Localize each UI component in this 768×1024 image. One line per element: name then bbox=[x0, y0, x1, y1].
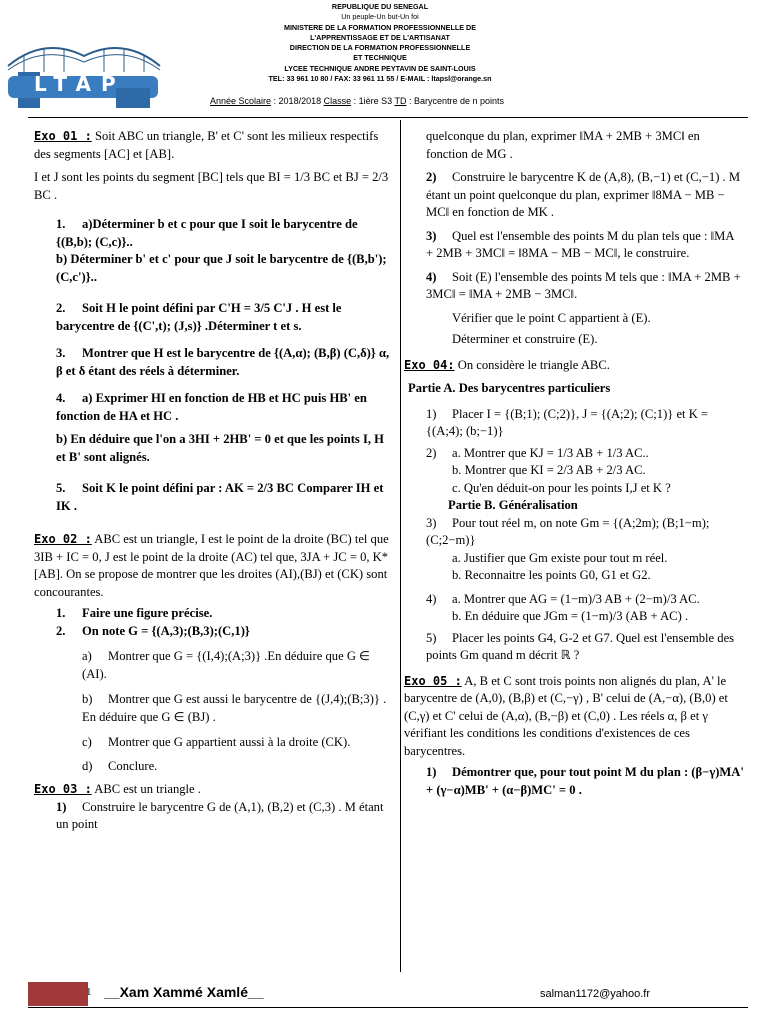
header-line: L'APPRENTISSAGE ET DE L'ARTISANAT bbox=[310, 32, 450, 42]
ex4-4b: b. En déduire que JGm = (1−m)/3 (AB + AC) . bbox=[452, 609, 689, 623]
ex4-2a: a. Montrer que KJ = 1/3 AB + 1/3 AC.. bbox=[452, 445, 649, 460]
ex4-3b: b. Reconnaitre les points G0, G1 et G2. bbox=[452, 568, 651, 582]
page-number: 1 bbox=[86, 986, 92, 998]
q1a-item: 1. a)Déterminer b et c pour que I soit le barycentre de {(B,b); (C,c)}.. bbox=[56, 217, 358, 249]
header-line: MINISTERE DE LA FORMATION PROFESSIONNELLE DE bbox=[283, 22, 477, 32]
ex4-intro-par bbox=[404, 357, 744, 375]
ex5-intro-par bbox=[404, 673, 744, 761]
q5-item: 5. Soit K le point défini par : AK = 2/3 BC Comparer IH et IK . bbox=[56, 481, 384, 513]
ex2-l2: On note G = {(A,3);(B,3);(C,1)} bbox=[82, 623, 250, 638]
ex5-title: Exo 05 : bbox=[404, 673, 462, 688]
ex3-title: Exo 03 : bbox=[34, 782, 92, 796]
ex3-intro-par bbox=[34, 781, 392, 799]
ex2-title: Exo 02 : bbox=[34, 532, 92, 546]
ex5-1-item: 1) Démontrer que, pour tout point M du plan : (β−γ)MA' + (γ−α)MB' + (α−β)MC' = 0 . bbox=[426, 765, 744, 797]
ex5-intro: A, B et C sont trois points non alignés du plan, A' le barycentre de (A,0), (B,β) et (C,−γ) , B' celui de (A,−α), (B,0) et (C,γ) et C' celui de (A,α), (B,−β) et (C,0) . Les réels α, β et γ vérifiant les conditions les conditions d'existences de ces barycentres. bbox=[404, 673, 728, 758]
ex4-intro: On considère le triangle ABC. bbox=[454, 357, 610, 372]
right-column bbox=[404, 128, 744, 799]
class-label: Classe bbox=[323, 96, 352, 106]
ex4-3-item: 3) Pour tout réel m, on note Gm = {(A;2m); (B;1−m); (C;2−m)} bbox=[426, 515, 710, 547]
footer-page-tab bbox=[28, 982, 88, 1006]
ex2-l2-item: 2. On note G = {(A,3);(B,3);(C,1)} bbox=[56, 623, 250, 638]
ex1-intro-par bbox=[34, 128, 392, 163]
ex2-l1-item: 1. Faire une figure précise. bbox=[56, 606, 213, 620]
header-line: REPUBLIQUE DU SENEGAL bbox=[331, 2, 429, 11]
q5: Soit K le point défini par : AK = 2/3 BC Comparer IH et IK . bbox=[56, 481, 384, 513]
ex3-3: Quel est l'ensemble des points M du plan tels que : ‖MA + 2MB + 3MC‖ = ‖8MA − MB − MC‖, le construire. bbox=[426, 228, 734, 260]
ex1-intro: Soit ABC un triangle, B' et C' sont les milieux respectifs des segments [AC] et [AB]. bbox=[34, 129, 379, 161]
ex2-a: Montrer que G = {(I,4);(A;3)} .En déduire que G ∈ (AI). bbox=[82, 649, 371, 681]
ex4-5-item: 5) Placer les points G4, G-2 et G7. Quel est l'ensemble des points Gm quand m décrit ℝ ? bbox=[426, 630, 735, 662]
ex4-1-item: 1) Placer I = {(B;1); (C;2)}, J = {(A;2); (C;1)} et K = {(A;4); (b;−1)} bbox=[426, 406, 709, 438]
ex3-1-item: 1) Construire le barycentre G de (A,1), (B,2) et (C,3) . M étant un point bbox=[56, 799, 384, 831]
logo-text: LTAP bbox=[34, 72, 126, 96]
footer-author: __Xam Xammé Xamlé__ bbox=[104, 984, 264, 1000]
ex4-3: Pour tout réel m, on note Gm = {(A;2m); (B;1−m); (C;2−m)} bbox=[426, 515, 710, 547]
ex4-partA: Partie A. Des barycentres particuliers bbox=[408, 381, 611, 395]
ex4-4a: a. Montrer que AG = (1−m)/3 AB + (2−m)/3 AC. bbox=[452, 591, 700, 606]
ex2-d: Conclure. bbox=[108, 758, 158, 773]
q4a-item: 4. a) Exprimer HI en fonction de HB et HC puis HB' en fonction de HA et HC . bbox=[56, 391, 367, 423]
ex4-1: Placer I = {(B;1); (C;2)}, J = {(A;2); (C;1)} et K = {(A;4); (b;−1)} bbox=[426, 406, 709, 438]
ex4-2b: b. Montrer que KI = 2/3 AB + 2/3 AC. bbox=[452, 463, 646, 477]
ex1-title: Exo 01 : bbox=[34, 129, 92, 143]
ex3-4c: Déterminer et construire (E). bbox=[452, 332, 598, 346]
header-line: DIRECTION DE LA FORMATION PROFESSIONNELLE bbox=[289, 43, 471, 53]
header-line: LYCEE TECHNIQUE ANDRE PEYTAVIN DE SAINT-LOUIS bbox=[284, 63, 476, 73]
ex4-2c: c. Qu'en déduit-on pour les points I,J et K ? bbox=[452, 480, 671, 495]
td-label: TD bbox=[394, 96, 407, 106]
ex1-ij: I et J sont les points du segment [BC] tels que BI = 1/3 BC et BJ = 2/3 BC . bbox=[34, 170, 389, 202]
ex4-3a: a. Justifier que Gm existe pour tout m réel. bbox=[452, 550, 668, 565]
q3-item: 3. Montrer que H est le barycentre de {(A,α); (B,β) (C,δ)} α, β et δ étant des réels à déterminer. bbox=[56, 346, 390, 378]
footer-email: salman1172@yahoo.fr bbox=[540, 988, 651, 1000]
ex3-3-item: 3) Quel est l'ensemble des points M du plan tels que : ‖MA + 2MB + 3MC‖ = ‖8MA − MB − MC‖, le construire. bbox=[426, 228, 734, 260]
ex2-c: Montrer que G appartient aussi à la droite (CK). bbox=[108, 735, 351, 749]
ex3-2: Construire le barycentre K de (A,8), (B,−1) et (C,−1) . M étant un point quelconque du plan, exprimer ‖8MA − MB − MC‖ en fonction de MK . bbox=[426, 170, 741, 219]
ex4-title: Exo 04: bbox=[404, 357, 455, 372]
header-separator bbox=[28, 117, 748, 118]
q1b: b) Déterminer b' et c' pour que J soit le barycentre de {(B,b'); (C,c')}.. bbox=[56, 252, 387, 284]
q3: Montrer que H est le barycentre de {(A,α); (B,β) (C,δ)} α, β et δ étant des réels à déterminer. bbox=[56, 346, 390, 378]
ex3-4: Soit (E) l'ensemble des points M tels que : ‖MA + 2MB + 3MC‖ = ‖MA + 2MB − 3MC‖. bbox=[426, 269, 741, 301]
td-value: : Barycentre de n points bbox=[406, 96, 505, 106]
ex2-c-item: c) Montrer que G appartient aussi à la droite (CK). bbox=[82, 735, 351, 749]
class-value: : 1ière S3 bbox=[351, 96, 395, 106]
q1a: a)Déterminer b et c pour que I soit le barycentre de {(B,b); (C,c)}.. bbox=[56, 217, 358, 249]
class-info-line bbox=[210, 96, 580, 106]
ex2-b-item: b) Montrer que G est aussi le barycentre de {(J,4);(B;3)} . En déduire que G ∈ (BJ) . bbox=[82, 692, 387, 724]
ex2-intro-par bbox=[34, 531, 392, 601]
ex5-1: Démontrer que, pour tout point M du plan : (β−γ)MA' + (γ−α)MB' + (α−β)MC' = 0 . bbox=[426, 765, 744, 797]
footer-separator bbox=[28, 1007, 748, 1008]
institution-header bbox=[220, 2, 540, 84]
q4a: a) Exprimer HI en fonction de HB et HC puis HB' en fonction de HA et HC . bbox=[56, 391, 367, 423]
ex2-b: Montrer que G est aussi le barycentre de {(J,4);(B;3)} . En déduire que G ∈ (BJ) . bbox=[82, 692, 387, 724]
ex4-2-item: 2) a. Montrer que KJ = 1/3 AB + 1/3 AC.. bbox=[426, 445, 649, 460]
ex3-4b: Vérifier que le point C appartient à (E). bbox=[452, 310, 651, 325]
q2: Soit H le point défini par C'H = 3/5 C'J . H est le barycentre de {(C',t); (J,s)} .Déterminer t et s. bbox=[56, 301, 342, 333]
ex2-l1: Faire une figure précise. bbox=[82, 606, 213, 620]
ex4-4-item: 4) a. Montrer que AG = (1−m)/3 AB + (2−m)/3 AC. bbox=[426, 591, 700, 606]
column-separator bbox=[400, 120, 401, 972]
header-line: Un peuple-Un but-Un foi bbox=[341, 12, 419, 22]
ex2-a-item: a) Montrer que G = {(I,4);(A;3)} .En déduire que G ∈ (AI). bbox=[82, 649, 371, 681]
ex3-1-cont: quelconque du plan, exprimer ‖MA + 2MB + 3MC‖ en fonction de MG . bbox=[426, 129, 700, 161]
ex4-5: Placer les points G4, G-2 et G7. Quel est l'ensemble des points Gm quand m décrit ℝ ? bbox=[426, 630, 735, 662]
year-label: Année Scolaire bbox=[210, 96, 272, 106]
ex2-intro: ABC est un triangle, I est le point de la droite (BC) tel que 3IB + IC = 0, J est le point de la droite (AC) tel que, 3JA + JC = 0, K*[AB]. On se propose de montrer que les droites (AI),(BJ) et (CK) sont concourantes. bbox=[34, 532, 389, 599]
header-line: ET TECHNIQUE bbox=[353, 53, 407, 63]
ex2-d-item: d) Conclure. bbox=[82, 758, 158, 773]
q4b: b) En déduire que l'on a 3HI + 2HB' = 0 et que les points I, H et B' sont alignés. bbox=[56, 432, 384, 464]
year-value: : 2018/2018 bbox=[271, 96, 324, 106]
ex3-1: Construire le barycentre G de (A,1), (B,2) et (C,3) . M étant un point bbox=[56, 799, 384, 831]
school-logo bbox=[4, 26, 164, 122]
ex3-intro: ABC est un triangle . bbox=[91, 782, 201, 796]
ex3-2-item: 2) Construire le barycentre K de (A,8), (B,−1) et (C,−1) . M étant un point quelconque du plan, exprimer ‖8MA − MB − MC‖ en fonction de MK . bbox=[426, 170, 741, 219]
ex3-4-item: 4) Soit (E) l'ensemble des points M tels que : ‖MA + 2MB + 3MC‖ = ‖MA + 2MB − 3MC‖. bbox=[426, 269, 741, 301]
header-contact: TEL: 33 961 10 80 / FAX: 33 961 11 55 / E-MAIL : ltapsl@orange.sn bbox=[268, 74, 492, 84]
ex4-partB: Partie B. Généralisation bbox=[448, 498, 578, 512]
q2-item: 2. Soit H le point défini par C'H = 3/5 C'J . H est le barycentre de {(C',t); (J,s)} .Déterminer t et s. bbox=[56, 301, 342, 333]
left-column bbox=[34, 128, 392, 834]
